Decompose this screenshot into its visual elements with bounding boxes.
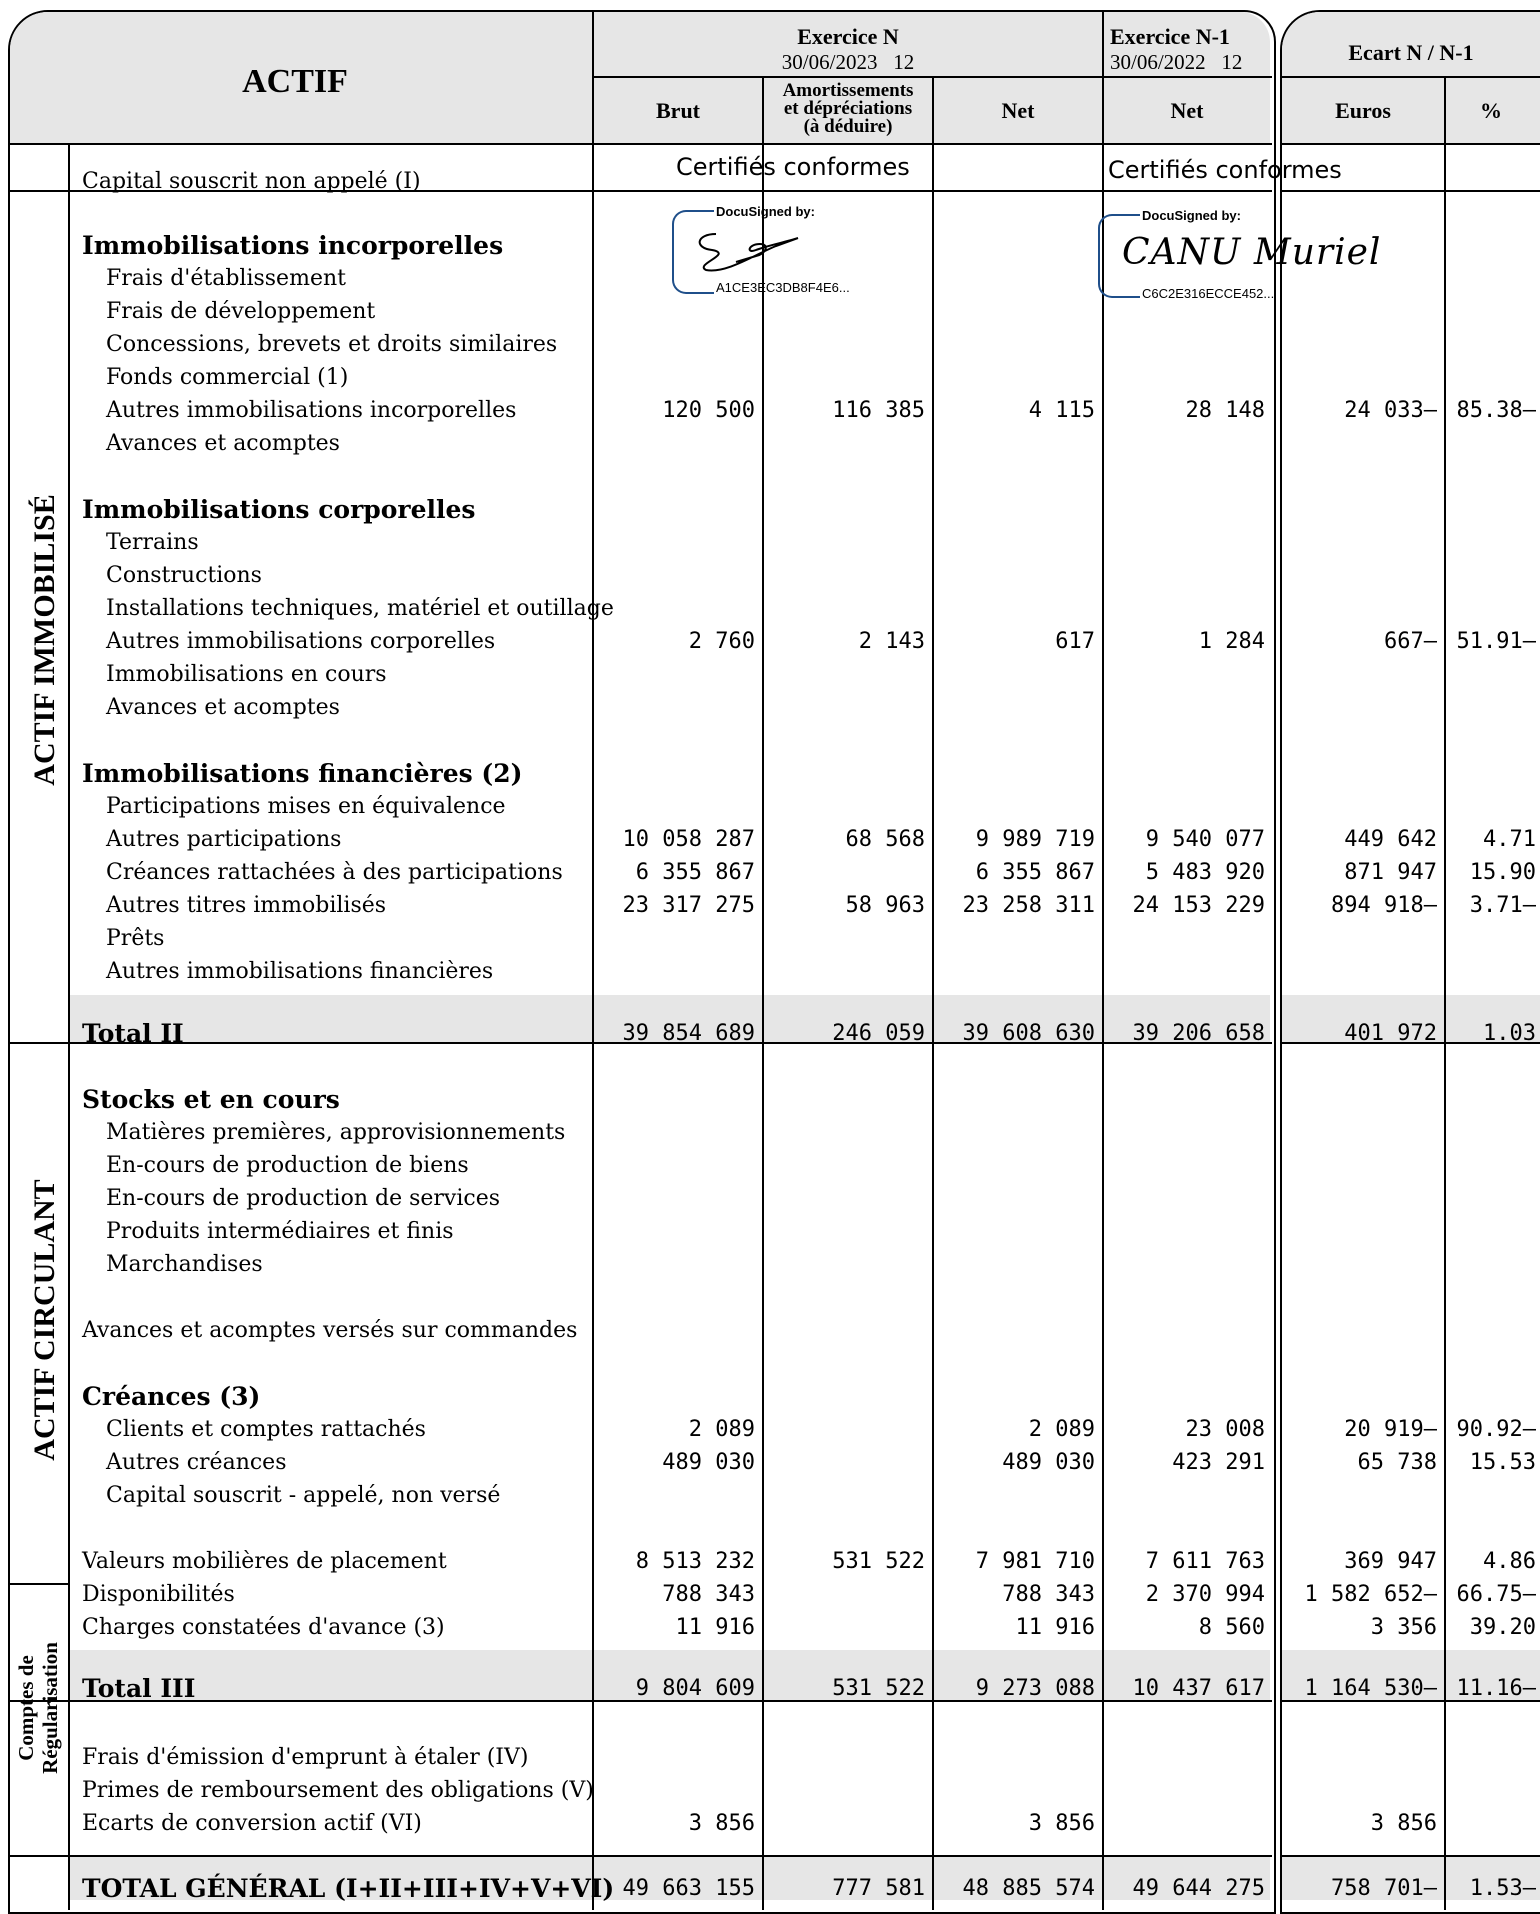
grid-line bbox=[592, 76, 1272, 78]
row-label: Autres immobilisations corporelles bbox=[106, 629, 496, 654]
cell-amort: 68 568 bbox=[845, 827, 925, 852]
grid-line bbox=[1282, 143, 1540, 145]
section-actif-circulant: ACTIF CIRCULANT bbox=[28, 1179, 61, 1461]
cell-pct: 51.91– bbox=[1456, 629, 1536, 654]
cell-net: 23 258 311 bbox=[962, 893, 1095, 918]
grid-line bbox=[1282, 76, 1540, 78]
row-label: Fonds commercial (1) bbox=[106, 365, 349, 390]
row-label: Créances (3) bbox=[82, 1382, 261, 1411]
row-label: Charges constatées d'avance (3) bbox=[82, 1615, 445, 1640]
section-actif-immobilise: ACTIF IMMOBILISÉ bbox=[28, 494, 61, 786]
cell-net: 3 856 bbox=[1028, 1811, 1095, 1836]
exercice-n-period bbox=[594, 51, 1102, 73]
row-label: Frais d'émission d'emprunt à étaler (IV) bbox=[82, 1745, 529, 1770]
actif-title: ACTIF bbox=[242, 63, 348, 100]
grid-line bbox=[592, 12, 594, 1910]
cell-net-n1: 8 560 bbox=[1198, 1615, 1265, 1640]
grid-line bbox=[1282, 190, 1540, 192]
grid-line bbox=[1444, 78, 1446, 1910]
row-label: Immobilisations en cours bbox=[106, 662, 387, 687]
cell-brut: 23 317 275 bbox=[622, 893, 755, 918]
cell-ecart: 20 919– bbox=[1344, 1417, 1437, 1442]
col-header-amort-line1: Amortissements bbox=[782, 80, 914, 101]
exercice-n-title: Exercice N bbox=[797, 24, 899, 49]
cell-net: 39 608 630 bbox=[962, 1021, 1095, 1046]
grid-line bbox=[932, 78, 934, 1910]
cell-net-n1: 39 206 658 bbox=[1132, 1021, 1265, 1046]
cell-brut: 10 058 287 bbox=[622, 827, 755, 852]
cell-amort: 531 522 bbox=[832, 1549, 925, 1574]
row-label: Immobilisations financières (2) bbox=[82, 759, 523, 788]
grid-line bbox=[10, 1855, 1272, 1857]
exercice-n1-date: 30/06/2022 bbox=[1110, 50, 1206, 74]
cell-net: 6 355 867 bbox=[975, 860, 1095, 885]
cell-pct: 15.90 bbox=[1469, 860, 1536, 885]
row-label: Autres créances bbox=[106, 1450, 287, 1475]
exercice-n-months: 12 bbox=[893, 50, 915, 74]
row-label: Autres immobilisations incorporelles bbox=[106, 398, 517, 423]
cell-pct: 85.38– bbox=[1456, 398, 1536, 423]
cell-net-n1: 423 291 bbox=[1172, 1450, 1265, 1475]
cell-amort: 58 963 bbox=[845, 893, 925, 918]
cell-net-n1: 9 540 077 bbox=[1145, 827, 1265, 852]
signature-name-n1: CANU Muriel bbox=[1122, 232, 1382, 273]
cell-ecart: 449 642 bbox=[1344, 827, 1437, 852]
cell-net: 7 981 710 bbox=[975, 1549, 1095, 1574]
cell-ecart: 894 918– bbox=[1331, 893, 1437, 918]
cell-net-n1: 24 153 229 bbox=[1132, 893, 1265, 918]
row-label: Ecarts de conversion actif (VI) bbox=[82, 1811, 422, 1836]
cell-amort: 246 059 bbox=[832, 1021, 925, 1046]
cell-net: 617 bbox=[1055, 629, 1095, 654]
cell-brut: 2 760 bbox=[688, 629, 755, 654]
cell-pct: 15.53 bbox=[1469, 1450, 1536, 1475]
docusign-signature-n bbox=[672, 204, 892, 296]
cell-net-n1: 2 370 994 bbox=[1145, 1582, 1265, 1607]
cell-amort: 531 522 bbox=[832, 1676, 925, 1701]
certification-text-n: Certifiés conformes bbox=[676, 153, 910, 181]
cell-brut: 6 355 867 bbox=[635, 860, 755, 885]
cell-brut: 120 500 bbox=[662, 398, 755, 423]
cell-amort: 777 581 bbox=[832, 1876, 925, 1901]
row-label: Avances et acomptes bbox=[106, 695, 340, 720]
row-label: Total II bbox=[82, 1019, 184, 1048]
col-header-amort-line2: et dépréciations bbox=[783, 98, 913, 119]
row-label: Frais d'établissement bbox=[106, 266, 346, 291]
ecart-title: Ecart N / N-1 bbox=[1348, 40, 1474, 65]
row-label: Avances et acomptes bbox=[106, 431, 340, 456]
cell-brut: 39 854 689 bbox=[622, 1021, 755, 1046]
exercice-n1-title: Exercice N-1 bbox=[1110, 24, 1230, 49]
cell-brut: 3 856 bbox=[688, 1811, 755, 1836]
cell-ecart: 871 947 bbox=[1344, 860, 1437, 885]
cell-net-n1: 10 437 617 bbox=[1132, 1676, 1265, 1701]
cell-brut: 49 663 155 bbox=[622, 1876, 755, 1901]
cell-pct: 4.86 bbox=[1483, 1549, 1536, 1574]
cell-ecart: 1 582 652– bbox=[1304, 1582, 1437, 1607]
row-label: Disponibilités bbox=[82, 1582, 235, 1607]
row-label: Avances et acomptes versés sur commandes bbox=[82, 1318, 578, 1343]
row-label: Terrains bbox=[106, 530, 199, 555]
cell-net-n1: 28 148 bbox=[1185, 398, 1265, 423]
cell-net: 788 343 bbox=[1002, 1582, 1095, 1607]
col-header-net-n1: Net bbox=[1170, 98, 1204, 123]
grid-line bbox=[1282, 1855, 1540, 1857]
exercice-n-date: 30/06/2023 bbox=[781, 50, 878, 74]
cell-brut: 489 030 bbox=[662, 1450, 755, 1475]
cell-net-n1: 5 483 920 bbox=[1145, 860, 1265, 885]
cell-net-n1: 7 611 763 bbox=[1145, 1549, 1265, 1574]
row-label: Immobilisations corporelles bbox=[82, 495, 476, 524]
cell-ecart: 65 738 bbox=[1357, 1450, 1437, 1475]
docusign-label-n: DocuSigned by: bbox=[716, 204, 815, 219]
section-column-line bbox=[68, 143, 70, 1910]
cell-pct: 66.75– bbox=[1456, 1582, 1536, 1607]
row-label: Matières premières, approvisionnements bbox=[106, 1120, 566, 1145]
col-header-brut: Brut bbox=[656, 98, 700, 123]
row-label: Autres immobilisations financières bbox=[106, 959, 494, 984]
cell-amort: 2 143 bbox=[858, 629, 925, 654]
cell-brut: 8 513 232 bbox=[635, 1549, 755, 1574]
cell-pct: 4.71 bbox=[1483, 827, 1536, 852]
col-header-amort-line3: (à déduire) bbox=[803, 116, 893, 137]
cell-net: 4 115 bbox=[1028, 398, 1095, 423]
row-label: TOTAL GÉNÉRAL (I+II+III+IV+V+VI) bbox=[82, 1874, 615, 1903]
row-label: Total III bbox=[82, 1674, 196, 1703]
section-comptes-regularisation-line1: Comptes de bbox=[14, 1655, 38, 1761]
grid-line bbox=[10, 143, 1272, 145]
row-label: Constructions bbox=[106, 563, 262, 588]
row-label: Valeurs mobilières de placement bbox=[82, 1549, 447, 1574]
cell-ecart: 667– bbox=[1384, 629, 1437, 654]
cell-ecart: 24 033– bbox=[1344, 398, 1437, 423]
cell-net: 489 030 bbox=[1002, 1450, 1095, 1475]
signature-scribble-n bbox=[686, 224, 816, 274]
row-label: Stocks et en cours bbox=[82, 1085, 340, 1114]
cell-pct: 11.16– bbox=[1456, 1676, 1536, 1701]
cell-brut: 788 343 bbox=[662, 1582, 755, 1607]
cell-net: 9 989 719 bbox=[975, 827, 1095, 852]
cell-ecart: 369 947 bbox=[1344, 1549, 1437, 1574]
row-label: Marchandises bbox=[106, 1252, 263, 1277]
exercice-n1-period bbox=[1110, 51, 1270, 73]
certification-text-n1: Certifiés conformes bbox=[1108, 156, 1342, 184]
cell-net: 48 885 574 bbox=[962, 1876, 1095, 1901]
docusign-id-n1: C6C2E316ECCE452... bbox=[1142, 286, 1275, 301]
row-label: Concessions, brevets et droits similaires bbox=[106, 332, 558, 357]
cell-net: 9 273 088 bbox=[975, 1676, 1095, 1701]
cell-ecart: 1 164 530– bbox=[1304, 1676, 1437, 1701]
cell-pct: 1.53– bbox=[1469, 1876, 1536, 1901]
section-comptes-regularisation-line2: Régularisation bbox=[38, 1642, 62, 1774]
cell-pct: 39.20 bbox=[1469, 1615, 1536, 1640]
row-label: En-cours de production de biens bbox=[106, 1153, 469, 1178]
exercice-n1-months: 12 bbox=[1221, 50, 1243, 74]
row-label: Autres titres immobilisés bbox=[106, 893, 387, 918]
row-label: Installations techniques, matériel et outillage bbox=[106, 596, 614, 621]
cell-pct: 1.03 bbox=[1483, 1021, 1536, 1046]
col-header-pct: % bbox=[1480, 98, 1502, 123]
grid-line bbox=[10, 1583, 68, 1585]
cell-net: 2 089 bbox=[1028, 1417, 1095, 1442]
row-label: Capital souscrit - appelé, non versé bbox=[106, 1483, 501, 1508]
col-header-amort bbox=[764, 82, 932, 136]
cell-pct: 3.71– bbox=[1469, 893, 1536, 918]
row-label: Créances rattachées à des participations bbox=[106, 860, 563, 885]
section-comptes-regularisation bbox=[14, 1628, 66, 1788]
docusign-signature-n1 bbox=[1098, 208, 1382, 301]
cell-net: 11 916 bbox=[1015, 1615, 1095, 1640]
row-label: Primes de remboursement des obligations (V) bbox=[82, 1778, 594, 1803]
cell-brut: 11 916 bbox=[675, 1615, 755, 1640]
row-label: Prêts bbox=[106, 926, 165, 951]
cell-brut: 2 089 bbox=[688, 1417, 755, 1442]
grid-line bbox=[762, 78, 764, 1910]
row-label: Frais de développement bbox=[106, 299, 376, 324]
row-label: Autres participations bbox=[106, 827, 342, 852]
row-label: En-cours de production de services bbox=[106, 1186, 501, 1211]
cell-amort: 116 385 bbox=[832, 398, 925, 423]
cell-net-n1: 49 644 275 bbox=[1132, 1876, 1265, 1901]
col-header-euros: Euros bbox=[1335, 98, 1391, 123]
row-label: Immobilisations incorporelles bbox=[82, 231, 504, 260]
col-header-net: Net bbox=[1001, 98, 1035, 123]
cell-ecart: 3 356 bbox=[1370, 1615, 1437, 1640]
row-label: Participations mises en équivalence bbox=[106, 794, 506, 819]
docusign-label-n1: DocuSigned by: bbox=[1142, 208, 1241, 223]
row-label: Capital souscrit non appelé (I) bbox=[82, 169, 421, 194]
docusign-id-n: A1CE3EC3DB8F4E6... bbox=[716, 280, 850, 295]
row-label: Clients et comptes rattachés bbox=[106, 1417, 426, 1442]
cell-brut: 9 804 609 bbox=[635, 1676, 755, 1701]
cell-ecart: 3 856 bbox=[1370, 1811, 1437, 1836]
cell-net-n1: 1 284 bbox=[1198, 629, 1265, 654]
cell-net-n1: 23 008 bbox=[1185, 1417, 1265, 1442]
row-label: Produits intermédiaires et finis bbox=[106, 1219, 454, 1244]
cell-ecart: 758 701– bbox=[1331, 1876, 1437, 1901]
cell-ecart: 401 972 bbox=[1344, 1021, 1437, 1046]
cell-pct: 90.92– bbox=[1456, 1417, 1536, 1442]
